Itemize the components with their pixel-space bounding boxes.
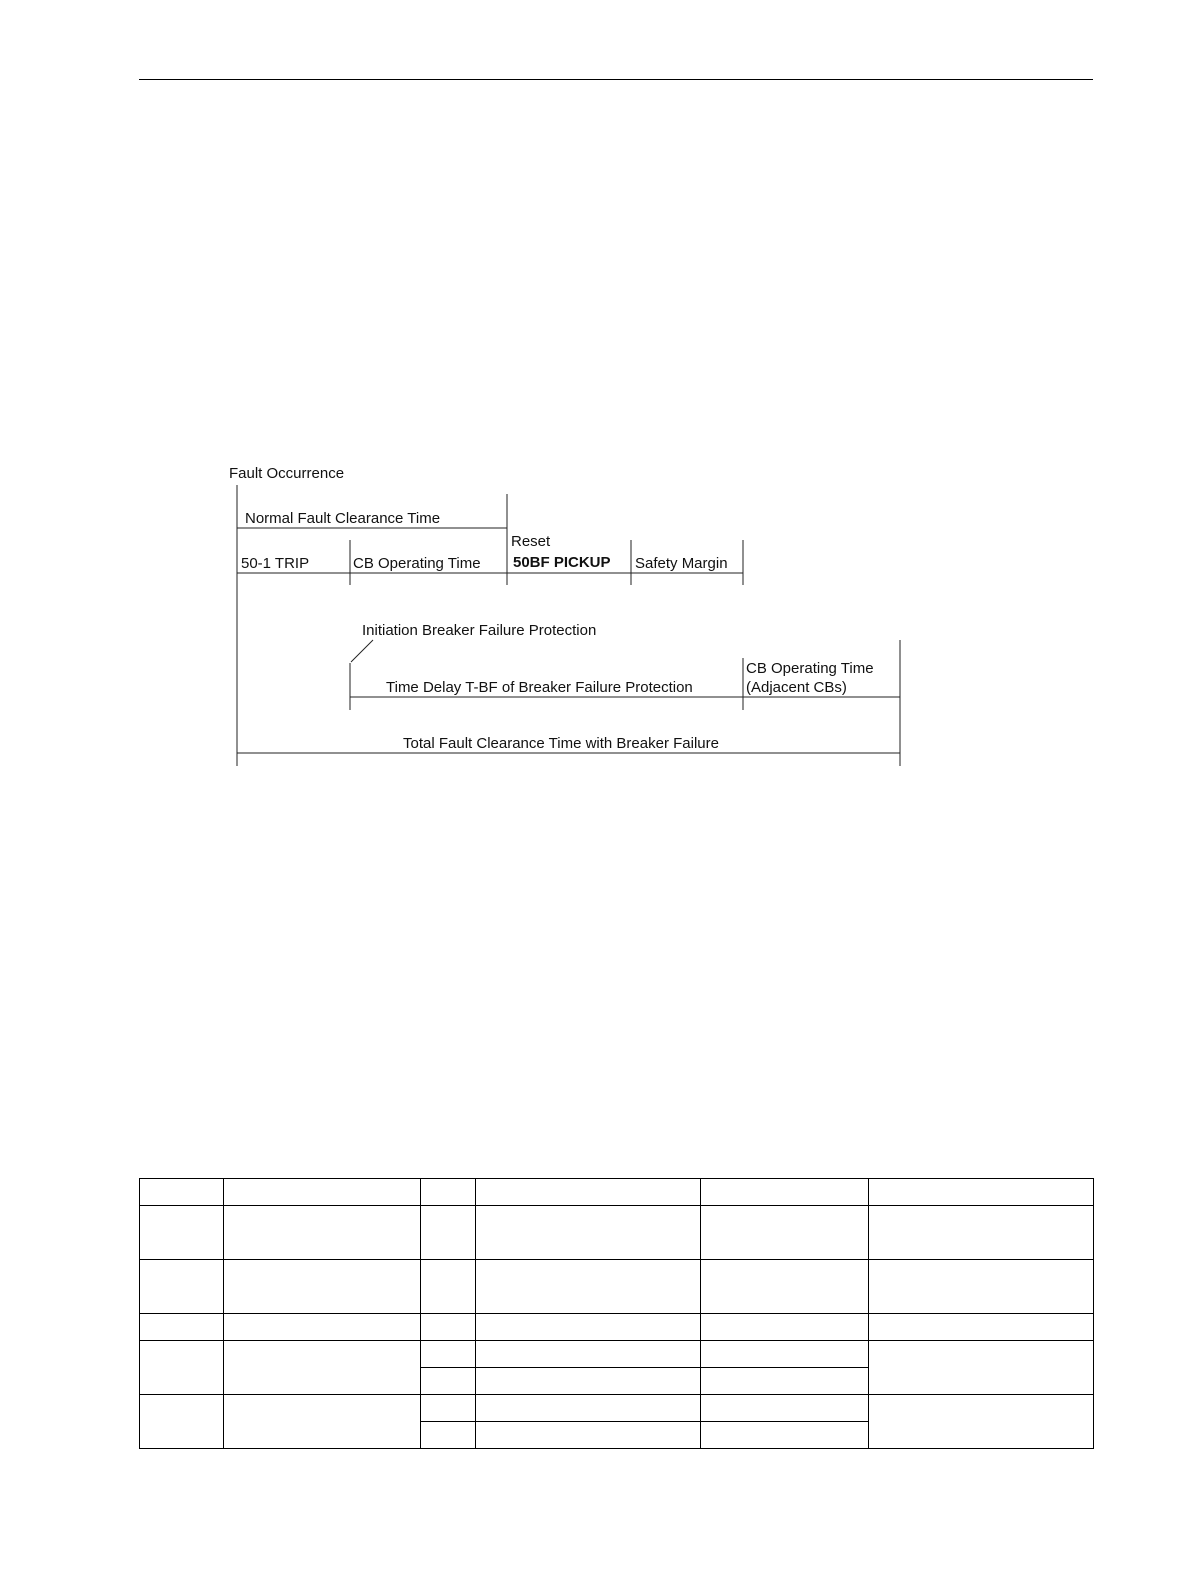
table-cell <box>476 1368 701 1395</box>
table-cell <box>224 1206 421 1260</box>
table-cell <box>869 1179 1094 1206</box>
table-cell <box>224 1314 421 1341</box>
normal-clearance-label: Normal Fault Clearance Time <box>245 510 441 527</box>
table-cell <box>476 1206 701 1260</box>
cb-operating-time-label: CB Operating Time <box>353 555 481 572</box>
table-row <box>140 1314 1094 1341</box>
table-cell <box>140 1314 224 1341</box>
table-cell <box>476 1179 701 1206</box>
table-cell <box>476 1422 701 1449</box>
table-row <box>140 1341 1094 1368</box>
table-cell <box>869 1341 1094 1395</box>
table-cell <box>701 1341 869 1368</box>
table-cell <box>701 1422 869 1449</box>
table-cell <box>476 1341 701 1368</box>
table-row <box>140 1260 1094 1314</box>
table-cell <box>869 1260 1094 1314</box>
table-cell <box>140 1260 224 1314</box>
cb-operating-time-adjacent-label: CB Operating Time <box>746 660 874 677</box>
table-cell <box>701 1179 869 1206</box>
initiation-leader-line <box>351 640 373 662</box>
table-header-row <box>140 1179 1094 1206</box>
table-row <box>140 1206 1094 1260</box>
table-cell <box>869 1314 1094 1341</box>
table-cell <box>140 1206 224 1260</box>
table-cell <box>224 1260 421 1314</box>
table-cell <box>421 1179 476 1206</box>
table-cell <box>701 1368 869 1395</box>
table-cell <box>476 1260 701 1314</box>
table-cell <box>421 1206 476 1260</box>
pickup-50bf-label: 50BF PICKUP <box>513 554 611 571</box>
table-cell <box>140 1341 224 1395</box>
table-cell <box>476 1395 701 1422</box>
table-cell <box>421 1422 476 1449</box>
trip-50-1-label: 50-1 TRIP <box>241 555 310 572</box>
table-cell <box>140 1395 224 1449</box>
adjacent-cbs-label: (Adjacent CBs) <box>746 679 847 696</box>
table-cell <box>421 1395 476 1422</box>
table-cell <box>701 1260 869 1314</box>
table-cell <box>421 1260 476 1314</box>
table-cell <box>869 1395 1094 1449</box>
table-cell <box>224 1179 421 1206</box>
table-cell <box>421 1368 476 1395</box>
table-cell <box>140 1179 224 1206</box>
table-cell <box>701 1314 869 1341</box>
table-cell <box>224 1341 421 1395</box>
table-cell <box>701 1206 869 1260</box>
fault-occurrence-label: Fault Occurrence <box>229 465 345 482</box>
safety-margin-label: Safety Margin <box>635 555 728 572</box>
table-cell <box>421 1341 476 1368</box>
table-cell <box>224 1395 421 1449</box>
time-delay-tbf-label: Time Delay T-BF of Breaker Failure Protection <box>386 679 693 696</box>
table-cell <box>476 1314 701 1341</box>
table-row <box>140 1395 1094 1422</box>
initiation-bfp-label: Initiation Breaker Failure Protection <box>362 622 597 639</box>
reset-label: Reset <box>511 533 551 550</box>
table-cell <box>701 1395 869 1422</box>
total-clearance-label: Total Fault Clearance Time with Breaker Failure <box>403 735 719 752</box>
table-cell <box>869 1206 1094 1260</box>
table-cell <box>421 1314 476 1341</box>
settings-table <box>139 1178 1094 1449</box>
